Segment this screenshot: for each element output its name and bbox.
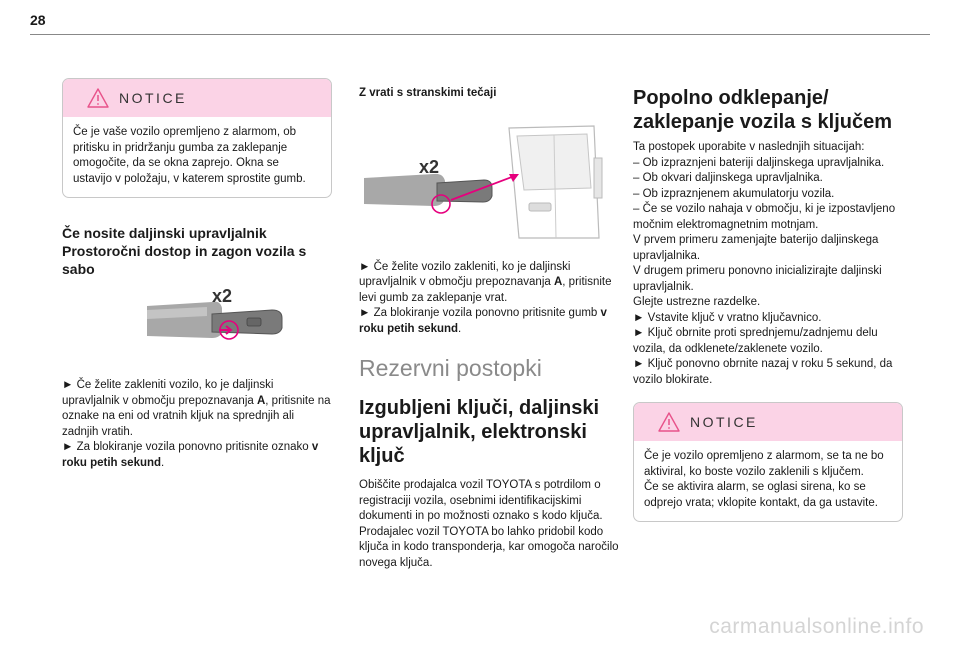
notice-box [62,78,332,198]
figure-label: x2 [419,156,440,177]
warning-icon [658,412,680,432]
section-heading: Popolno odklepanje/ zaklepanje vozila s ključem [633,87,893,133]
watermark: carmanualsonline.info [709,615,924,638]
section-title: Rezervni postopki [359,355,542,381]
column-3 [633,86,903,522]
notice-title: NOTICE [119,90,187,106]
notice-header [634,403,902,441]
text-line: Če se aktivira alarm, se oglasi sirena, ko se odprejo vrata; vklopite kontakt, da ga ustavite. [644,481,878,509]
text-line: – Če se vozilo nahaja v območju, ki je izpostavljeno močnim elektromagnetnim motnjam. [633,203,896,231]
key-fob-illustration [62,286,332,356]
text-line: V drugem primeru ponovno inicializirajte daljinski upravljalnik. [633,265,882,293]
step-paragraph: ► Če želite zakleniti vozilo, ko je daljinski upravljalnik v območju prepoznavanja A, pritisnite na oznake na eni od vratnih kljuk na sprednjih ali zadnjih vratih. [62,379,331,438]
section-heading: Če nosite daljinski upravljalnik Prostoročni dostop in zagon vozila s sabo [62,225,307,277]
subsection-heading: Izgubljeni ključi, daljinski upravljalnik, elektronski ključ [359,397,600,467]
text-line: – Ob okvari daljinskega upravljalnika. [633,172,823,184]
text-line: ► Ključ obrnite proti sprednjemu/zadnjemu delu vozila, da odklenete/zaklenete vozilo. [633,327,878,355]
notice-text: Če je vaše vozilo opremljeno z alarmom, ob pritisku in pridržanju gumba za zaklepanje omogočite, da se okna zaprejo. Okna se ustavijo v položaju, v katerem sprostite gumb. [73,126,306,185]
header-divider [30,34,930,35]
text-line: ► Ključ ponovno obrnite nazaj v roku 5 sekund, da vozilo blokirate. [633,358,893,386]
notice-text [634,441,902,521]
notice-header [63,79,331,117]
text-line: Ta postopek uporabite v naslednjih situacijah: [633,141,865,153]
step-paragraph: ► Če želite vozilo zakleniti, ko je daljinski upravljalnik v območju prepoznavanja A, pritisnite levi gumb za zaklepanje vrat. [359,260,612,304]
body-paragraph: Obiščite prodajalca vozil TOYOTA s potrdilom o registraciji vozila, osebnimi identifikacijskimi dokumenti in po možnosti oznako s kodo ključa. Prodajalec vozil TOYOTA bo lahko pridobil kodo ključa in kodo transponderja, kar omogoča naročilo novega ključa. [359,479,619,569]
van-door-illustration [359,108,604,248]
figure-label: x2 [212,286,233,306]
text-line: – Ob izpraznjeni bateriji daljinskega upravljalnika. [633,156,885,169]
text-line: Glejte ustrezne razdelke. [633,296,761,308]
column-2 [359,78,629,571]
step-paragraph: ► Za blokiranje vozila ponovno pritisnite gumb v roku petih sekund. [359,307,607,335]
page-number: 28 [30,12,46,28]
subsection-heading: Z vrati s stranskimi tečaji [359,87,497,99]
text-line: Če je vozilo opremljeno z alarmom, se ta ne bo aktiviral, ko boste vozilo zaklenili s ključem. [644,450,884,478]
notice-box [633,402,903,522]
text-line: ► Vstavite ključ v vratno ključavnico. [633,311,822,324]
warning-icon [87,88,109,108]
text-line: – Ob izpraznjenem akumulatorju vozila. [633,187,835,200]
column-1 [62,78,332,471]
step-paragraph: ► Za blokiranje vozila ponovno pritisnite oznako v roku petih sekund. [62,441,319,469]
instruction-list [633,140,903,388]
notice-title: NOTICE [690,414,758,430]
text-line: V prvem primeru zamenjajte baterijo daljinskega upravljalnika. [633,234,879,262]
